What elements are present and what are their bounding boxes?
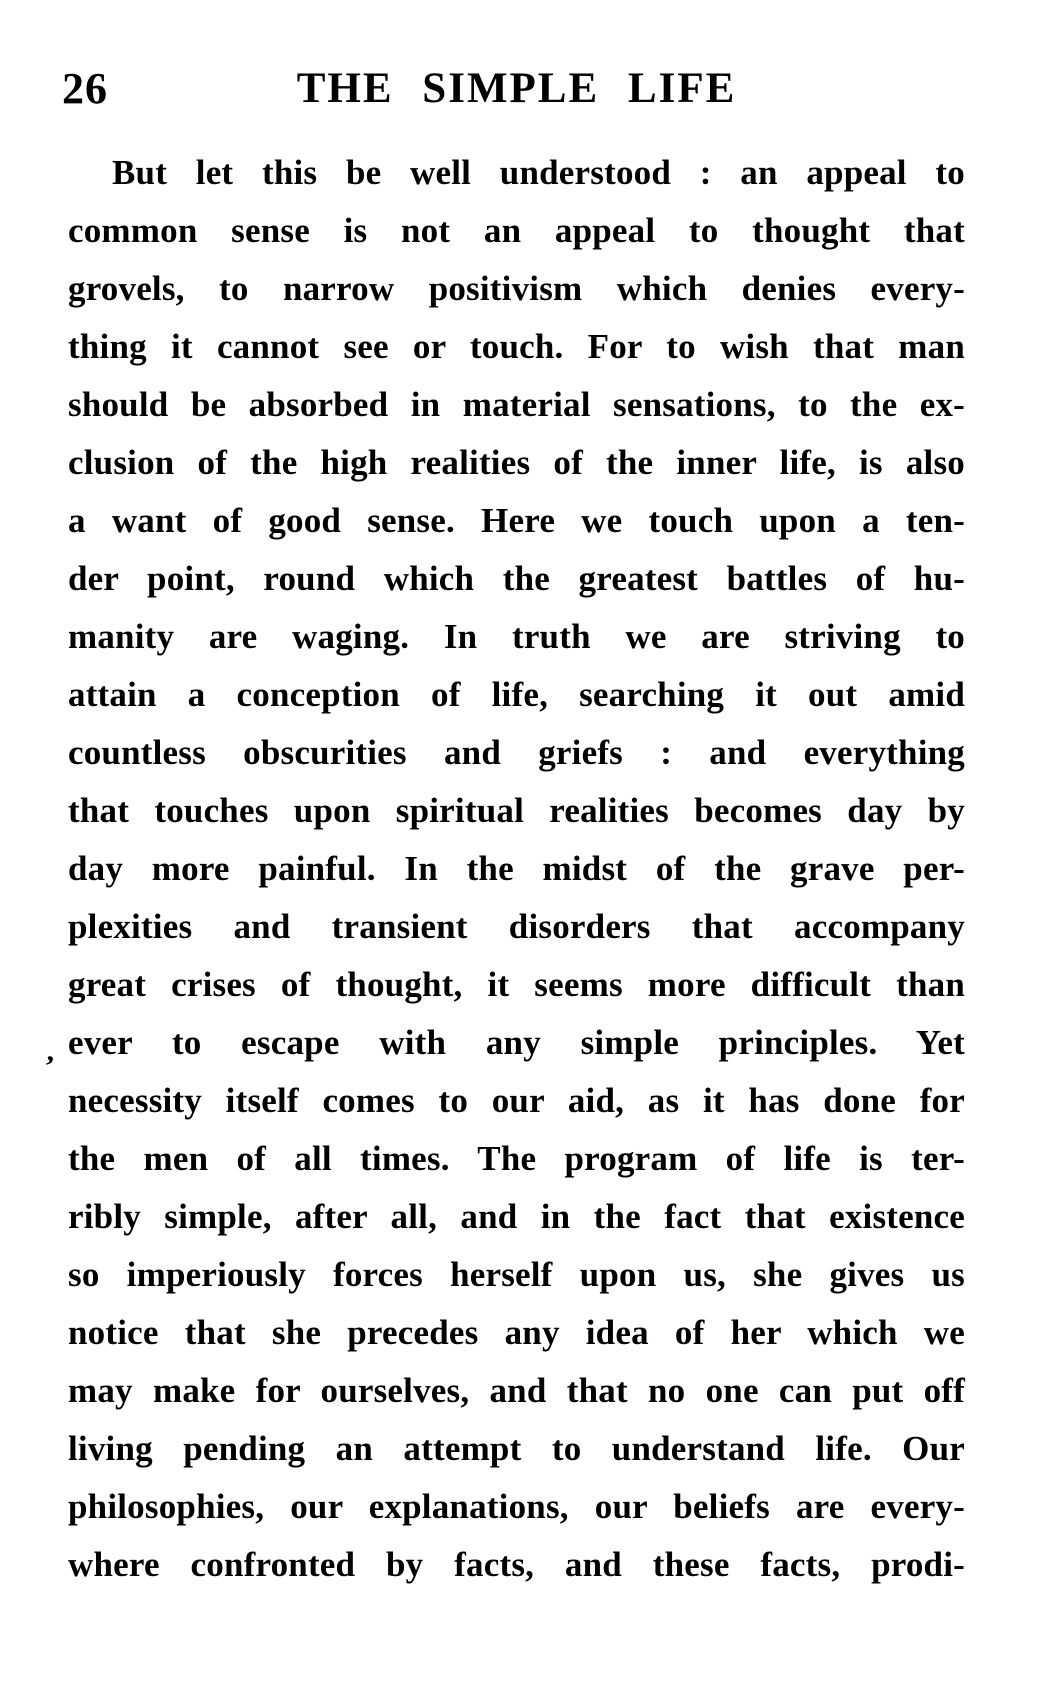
text-line: where confronted by facts, and these facts, prodi-	[68, 1545, 965, 1584]
text-line: philosophies, our explanations, our beliefs are every-	[68, 1487, 965, 1526]
book-page	[62, 0, 965, 1594]
text-line: common sense is not an appeal to thought that	[68, 211, 965, 250]
text-line: attain a conception of life, searching it out amid	[68, 675, 965, 714]
text-line: great crises of thought, it seems more difficult than	[68, 965, 965, 1004]
text-line: plexities and transient disorders that accompany	[68, 907, 965, 946]
text-line: But let this be well understood : an appeal to	[112, 153, 965, 192]
text-line: der point, round which the greatest battles of hu-	[68, 559, 965, 598]
text-line: manity are waging. In truth we are striving to	[68, 617, 965, 656]
page-number: 26	[62, 64, 108, 113]
text-line: that touches upon spiritual realities becomes day by	[68, 791, 965, 830]
text-line: clusion of the high realities of the inner life, is also	[68, 443, 965, 482]
body-text	[68, 144, 965, 1594]
text-line: ribly simple, after all, and in the fact that existence	[68, 1197, 965, 1236]
text-line: day more painful. In the midst of the grave per-	[68, 849, 965, 888]
text-line: ever to escape with any simple principles. Yet	[68, 1023, 965, 1062]
running-title: THE SIMPLE LIFE	[296, 65, 737, 112]
stray-ink-mark: ’	[41, 1049, 57, 1084]
text-line: so imperiously forces herself upon us, she gives us	[68, 1255, 965, 1294]
text-line: should be absorbed in material sensations, to the ex-	[68, 385, 965, 424]
text-line: living pending an attempt to understand life. Our	[68, 1429, 965, 1468]
text-line: countless obscurities and griefs : and everything	[68, 733, 965, 772]
text-line: the men of all times. The program of life is ter-	[68, 1139, 965, 1178]
text-line: notice that she precedes any idea of her which we	[68, 1313, 965, 1352]
text-line: necessity itself comes to our aid, as it has done for	[68, 1081, 965, 1120]
text-line: a want of good sense. Here we touch upon a ten-	[68, 501, 965, 540]
text-line: grovels, to narrow positivism which denies every-	[68, 269, 965, 308]
page-header	[62, 64, 965, 113]
text-line: thing it cannot see or touch. For to wish that man	[68, 327, 965, 366]
text-line: may make for ourselves, and that no one can put off	[68, 1371, 965, 1410]
